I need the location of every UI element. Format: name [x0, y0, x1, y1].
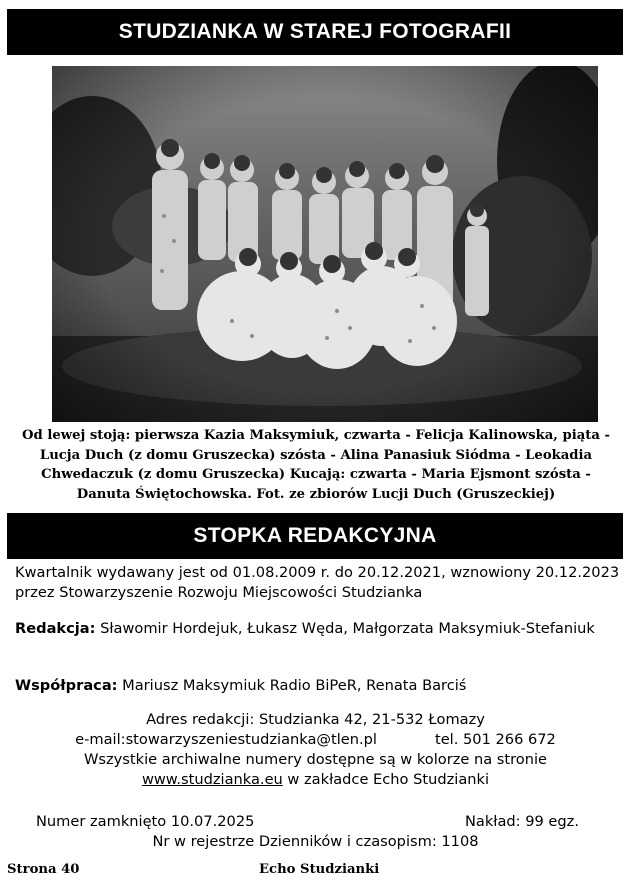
collaborators-names: Mariusz Maksymiuk Radio BiPeR, Renata Barciś [122, 677, 467, 694]
photo-image [52, 66, 598, 422]
issue-closed-date: Numer zamknięto 10.07.2025 [36, 813, 255, 830]
collaborators [15, 676, 621, 696]
editorial-label: Redakcja: [15, 620, 96, 637]
page-number: Strona 40 [7, 862, 80, 877]
website-line [0, 770, 631, 790]
section-title: STUDZIANKA W STAREJ FOTOGRAFII [118, 20, 512, 43]
editorial-names: Sławomir Hordejuk, Łukasz Węda, Małgorzata Maksymiuk-Stefaniuk [100, 620, 595, 637]
email-address: e-mail:stowarzyszeniestudzianka@tlen.pl [75, 731, 377, 748]
editorial-address: Adres redakcji: Studzianka 42, 21-532 Łomazy [146, 711, 485, 728]
collaborators-label: Współpraca: [15, 677, 118, 694]
print-run: Nakład: 99 egz. [465, 813, 579, 830]
section-title: STOPKA REDAKCYJNA [193, 524, 437, 547]
group-photo [52, 66, 598, 422]
contact-line [0, 730, 631, 750]
website-suffix: w zakładce Echo Studzianki [282, 771, 490, 788]
photo-caption: Od lewej stoją: pierwsza Kazia Maksymiuk, czwarta - Felicja Kalinowska, piąta - Lucja Duch (z domu Gruszecka) szósta - Alina Panasiuk Siódma - Leokadia Chwedaczuk (z domu Gruszecka) Kucają: czwarta - Maria Ejsmont szósta - Danuta Świętochowska. Fot. ze zbiorów Lucji Duch (Gruszeckiej) [22, 428, 610, 502]
publication-name: Echo Studzianki [259, 862, 380, 877]
section-banner [7, 9, 623, 55]
register-number: Nr w rejestrze Dzienników i czasopism: 1108 [152, 833, 479, 850]
editorial-team [15, 619, 621, 639]
section-banner [7, 513, 623, 559]
phone-number: tel. 501 266 672 [434, 731, 556, 748]
website-link[interactable]: www.studzianka.eu [141, 771, 283, 788]
archive-note: Wszystkie archiwalne numery dostępne są w kolorze na stronie [83, 751, 548, 768]
publication-info: Kwartalnik wydawany jest od 01.08.2009 r. do 20.12.2021, wznowiony 20.12.2023 przez Stowarzyszenie Rozwoju Miejscowości Studzianka [15, 564, 620, 601]
